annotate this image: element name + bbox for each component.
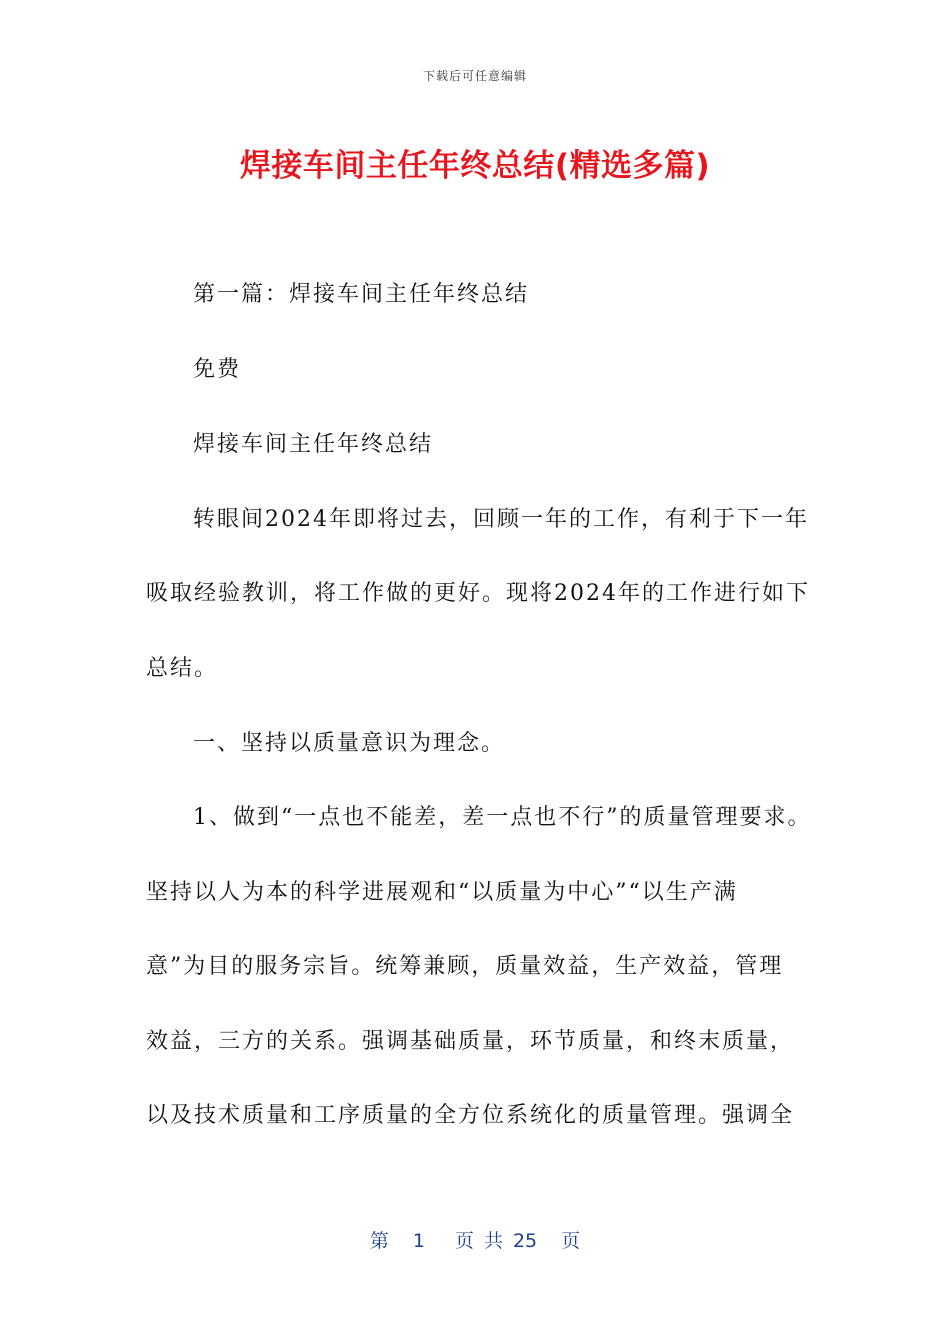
page-footer bbox=[0, 1226, 950, 1253]
document-title: 焊接车间主任年终总结(精选多篇) bbox=[239, 148, 711, 184]
footer-total-prefix: 共 bbox=[483, 1230, 503, 1252]
paragraph-line: 效益，三方的关系。强调基础质量，环节质量，和终末质量， bbox=[146, 1029, 795, 1054]
footer-current-page: 1 bbox=[412, 1230, 425, 1252]
paragraph-line: 意”为目的服务宗旨。统筹兼顾，质量效益，生产效益，管理 bbox=[146, 954, 784, 979]
paragraph-line: 吸取经验教训，将工作做的更好。现将2024年的工作进行如下 bbox=[146, 581, 810, 606]
paragraph-line: 坚持以人为本的科学进展观和“以质量为中心”“以生产满 bbox=[146, 880, 738, 905]
paragraph-line: 免费 bbox=[193, 357, 242, 382]
footer-page-prefix: 第 bbox=[369, 1230, 389, 1252]
footer-page-suffix: 页 bbox=[561, 1230, 581, 1252]
paragraph-line: 1、做到“一点也不能差，差一点也不行”的质量管理要求。 bbox=[193, 805, 812, 830]
paragraph-line: 转眼间2024年即将过去，回顾一年的工作，有利于下一年 bbox=[193, 507, 809, 532]
footer-total-pages: 25 bbox=[512, 1230, 538, 1252]
paragraph-line: 焊接车间主任年终总结 bbox=[193, 432, 434, 457]
paragraph-line: 总结。 bbox=[146, 656, 219, 681]
header-note: 下载后可任意编辑 bbox=[422, 69, 527, 83]
section-heading: 第一篇：焊接车间主任年终总结 bbox=[193, 282, 530, 307]
footer-page-mid: 页 bbox=[454, 1230, 474, 1252]
paragraph-line: 一、坚持以质量意识为理念。 bbox=[193, 731, 506, 756]
paragraph-line: 以及技术质量和工序质量的全方位系统化的质量管理。强调全 bbox=[146, 1103, 795, 1128]
